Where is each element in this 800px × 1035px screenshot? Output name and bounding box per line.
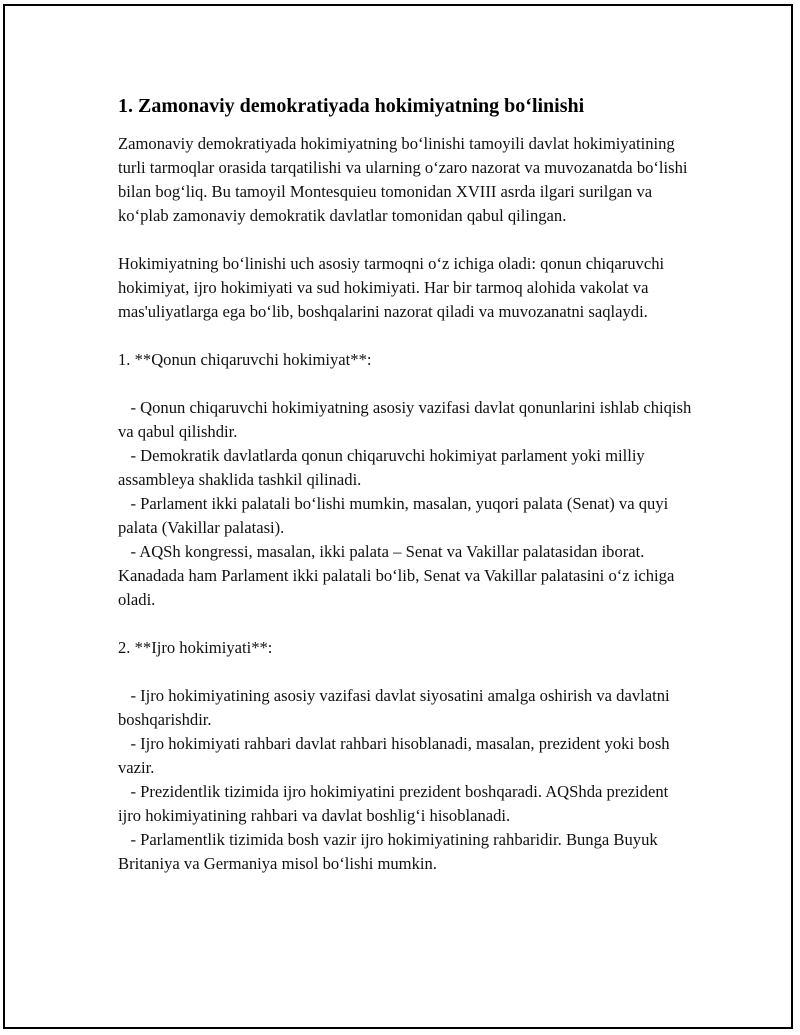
document-body bbox=[118, 92, 696, 876]
list-item: - Qonun chiqaruvchi hokimiyatning asosiy vazifasi davlat qonunlarini ishlab chiqish va qabul qilishdir. bbox=[118, 398, 696, 441]
branches-paragraph: Hokimiyatning bo‘linishi uch asosiy tarmoqni o‘z ichiga oladi: qonun chiqaruvchi hokimiyat, ijro hokimiyati va sud hokimiyati. Har bir tarmoq alohida vakolat va mas'uliyatlarga ega bo‘lib, boshqalarini nazorat qiladi va muvozanatni saqlaydi. bbox=[118, 254, 669, 321]
paragraph-gap bbox=[118, 228, 693, 252]
list-item: - Ijro hokimiyatining asosiy vazifasi davlat siyosatini amalga oshirish va davlatni boshqarishdir. bbox=[118, 686, 674, 729]
document-title: 1. Zamonaviy demokratiyada hokimiyatning bo‘linishi bbox=[118, 95, 585, 117]
section-heading-executive: 2. **Ijro hokimiyati**: bbox=[118, 638, 273, 657]
paragraph-gap bbox=[118, 660, 693, 684]
paragraph-gap bbox=[118, 324, 693, 348]
list-item: - Demokratik davlatlarda qonun chiqaruvchi hokimiyat parlament yoki milliy assambleya shaklida tashkil qilinadi. bbox=[118, 446, 649, 489]
list-item: - Parlament ikki palatali bo‘lishi mumkin, masalan, yuqori palata (Senat) va quyi palata (Vakillar palatasi). bbox=[118, 494, 673, 537]
intro-paragraph: Zamonaviy demokratiyada hokimiyatning bo‘linishi tamoyili davlat hokimiyatining turli tarmoqlar orasida tarqatilishi va ularning o‘zaro nazorat va muvozanatda bo‘lishi bilan bog‘liq. Bu tamoyil Montesquieu tomonidan XVIII asrda ilgari surilgan va ko‘plab zamonaviy demokratik davlatlar tomonidan qabul qilingan. bbox=[118, 134, 692, 225]
list-item: - AQSh kongressi, masalan, ikki palata – Senat va Vakillar palatasidan iborat. Kanadada ham Parlament ikki palatali bo‘lib, Senat va Vakillar palatasini o‘z ichiga oladi. bbox=[118, 542, 679, 609]
list-item: - Prezidentlik tizimida ijro hokimiyatini prezident boshqaradi. AQShda prezident ijro hokimiyatining rahbari va davlat boshlig‘i hisoblanadi. bbox=[118, 782, 673, 825]
section-heading-legislative: 1. **Qonun chiqaruvchi hokimiyat**: bbox=[118, 350, 372, 369]
list-item: - Parlamentlik tizimida bosh vazir ijro hokimiyatining rahbaridir. Bunga Buyuk Britaniya va Germaniya misol bo‘lishi mumkin. bbox=[118, 830, 662, 873]
list-item: - Ijro hokimiyati rahbari davlat rahbari hisoblanadi, masalan, prezident yoki bosh vazir. bbox=[118, 734, 674, 777]
paragraph-gap bbox=[118, 372, 693, 396]
paragraph-gap bbox=[118, 612, 693, 636]
